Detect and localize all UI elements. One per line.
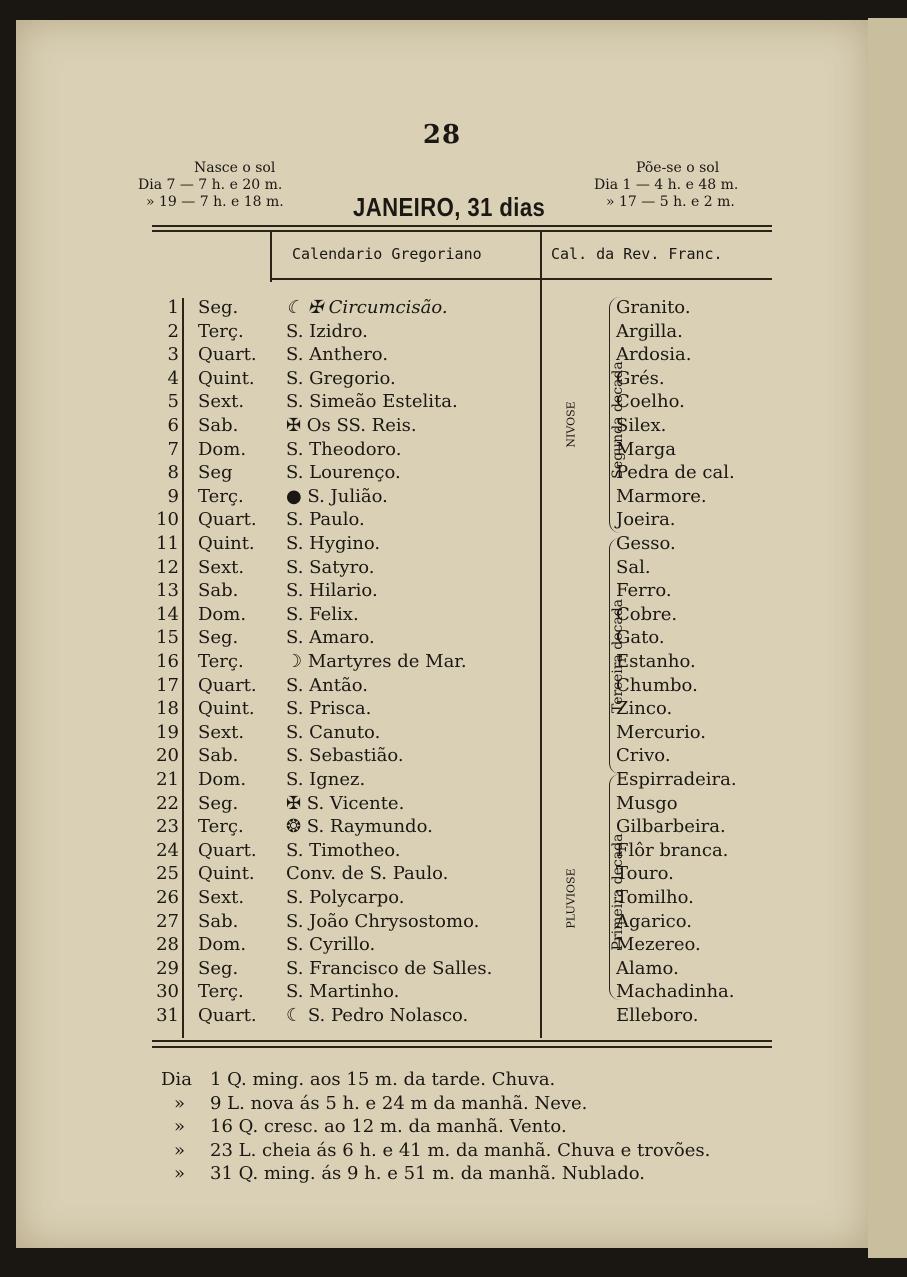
weekday: Seg. [198,627,239,649]
saint-name: S. Hilario. [286,580,378,602]
revolutionary-name: Elleboro. [616,1005,699,1026]
revolutionary-name: Mercurio. [616,721,706,743]
weekday: Sext. [198,556,245,578]
revolutionary-name: Marga [616,438,677,460]
revolutionary-name: Ferro. [616,580,672,602]
phase-text: 16 Q. cresc. ao 12 m. da manhã. Vento. [210,1116,567,1137]
weekday: Dom. [198,769,247,790]
weekday: Quint. [198,367,255,389]
saint-name: S. Martinho. [286,981,400,1003]
decade-label-primeira: Primeira decada [610,833,626,951]
day-number: 3 [167,344,179,366]
saint-name: S. Ignez. [286,769,366,790]
saint-name: S. João Chrysostomo. [286,910,480,932]
day-divider [182,298,184,1038]
top-rule [152,225,772,227]
sunset-line-1: Dia 1 — 4 h. e 48 m. [594,177,739,193]
day-number: 26 [156,887,179,908]
decade-label-terceira: Terceira decada [610,598,626,714]
sunrise-heading: Nasce o sol [194,160,276,176]
day-number: 22 [156,792,179,814]
weekday: Quint. [198,533,255,554]
revolutionary-name: Gato. [616,627,665,649]
day-number: 20 [156,745,179,767]
month-label-pluviose: PLUVIOSE [564,868,578,929]
weekday: Dom. [198,438,247,460]
saint-name: S. Gregorio. [286,367,396,389]
bottom-rule [152,1040,772,1042]
saint-name: S. Paulo. [286,509,365,531]
brace-primeira [609,774,620,1000]
sunset-line-2: » 17 — 5 h. e 2 m. [606,194,735,210]
saint-name: S. Polycarpo. [286,887,405,908]
weekday: Seg [198,462,233,484]
revolutionary-name: Alamo. [616,957,679,979]
header-gregorian: Calendario Gregoriano [292,245,482,263]
revolutionary-name: Silex. [616,415,667,436]
day-number: 28 [156,934,179,956]
weekday: Dom. [198,934,247,956]
day-number: 25 [156,863,179,885]
weekday: Quart. [198,674,257,696]
day-number: 5 [167,391,179,413]
day-number: 29 [156,957,179,979]
day-number: 9 [167,485,179,507]
phase-text: 23 L. cheia ás 6 h. e 41 m. da manhã. Chuva e trovões. [210,1139,711,1161]
saint-name: S. Felix. [286,603,359,625]
saint-name: ✠ Os SS. Reis. [286,415,417,436]
weekday: Quart. [198,509,257,531]
phase-lead: » [174,1139,186,1161]
revolutionary-name: Cobre. [616,603,678,625]
saint-name: S. Prisca. [286,698,372,720]
weekday: Quart. [198,839,257,861]
revolutionary-name: Agarico. [616,910,692,932]
weekday: Terç. [198,651,244,672]
weekday: Sab. [198,415,239,436]
saint-name: ☾ S. Pedro Nolasco. [286,1005,469,1026]
header-rule-right [540,278,772,280]
top-rule-2 [152,230,772,232]
saint-name: ☾ ✠ Circumcisão. [286,297,448,318]
weekday: Sext. [198,721,245,743]
day-number: 21 [156,769,179,790]
adjacent-page-edge [868,18,907,1258]
revolutionary-name: Chumbo. [616,674,698,696]
day-number: 17 [156,674,179,696]
header-rule-left [270,278,540,280]
day-number: 2 [167,320,179,342]
weekday: Seg. [198,792,239,814]
phase-text: 1 Q. ming. aos 15 m. da tarde. Chuva. [210,1069,556,1090]
saint-name: S. Antão. [286,674,368,696]
brace-segunda [609,297,620,533]
saint-name: ✠ S. Vicente. [286,792,405,814]
revolutionary-name: Crivo. [616,745,671,767]
saint-name: S. Izidro. [286,320,368,342]
phase-lead: Dia [161,1069,192,1090]
revolutionary-name: Grés. [616,367,665,389]
revolutionary-name: Gesso. [616,533,676,554]
revolutionary-name: Gilbarbeira. [616,816,726,838]
revolutionary-name: Estanho. [616,651,696,672]
weekday: Terç. [198,816,244,838]
revolutionary-name: Musgo [616,792,678,814]
weekday: Sab. [198,745,239,767]
revolutionary-name: Flôr branca. [616,839,729,861]
sunset-heading: Põe-se o sol [636,160,720,176]
saint-name: Conv. de S. Paulo. [286,863,449,885]
weekday: Seg. [198,297,239,318]
day-number: 4 [167,367,179,389]
month-label-nivose: NIVOSE [564,401,578,448]
phase-text: 31 Q. ming. ás 9 h. e 51 m. da manhã. Nublado. [210,1163,645,1184]
saint-name: S. Simeão Estelita. [286,391,458,413]
day-number: 23 [156,816,179,838]
header-revolutionary: Cal. da Rev. Franc. [551,245,723,263]
saint-name: S. Canuto. [286,721,381,743]
revolutionary-name: Espirradeira. [616,769,737,790]
saint-name: S. Anthero. [286,344,389,366]
weekday: Quint. [198,698,255,720]
day-number: 14 [156,603,179,625]
revolutionary-name: Ardosia. [616,344,692,366]
month-title: JANEIRO, 31 dias [353,192,546,222]
phase-lead: » [174,1092,186,1114]
phase-lead: » [174,1163,186,1184]
saint-name: S. Cyrillo. [286,934,376,956]
sunrise-line-2: » 19 — 7 h. e 18 m. [146,194,284,210]
weekday: Terç. [198,981,244,1003]
revolutionary-name: Machadinha. [616,981,735,1003]
day-number: 31 [156,1005,179,1026]
saint-name: S. Francisco de Salles. [286,957,493,979]
day-number: 13 [156,580,179,602]
weekday: Terç. [198,485,244,507]
phase-text: 9 L. nova ás 5 h. e 24 m da manhã. Neve. [210,1092,588,1114]
saint-name: ● S. Julião. [286,485,388,507]
page-number: 28 [422,120,462,150]
weekday: Sab. [198,910,239,932]
saint-name: S. Sebastião. [286,745,404,767]
revolutionary-name: Mezereo. [616,934,701,956]
weekday: Seg. [198,957,239,979]
saint-name: S. Amaro. [286,627,375,649]
almanac-page [16,20,868,1248]
phase-lead: » [174,1116,186,1137]
day-number: 1 [167,297,179,318]
saint-name: S. Lourenço. [286,462,401,484]
revolutionary-name: Coelho. [616,391,685,413]
day-number: 30 [156,981,179,1003]
day-number: 12 [156,556,179,578]
saint-name: ❂ S. Raymundo. [286,816,433,838]
weekday: Quint. [198,863,255,885]
day-number: 7 [167,438,179,460]
weekday: Terç. [198,320,244,342]
weekday: Quart. [198,344,257,366]
day-number: 16 [156,651,179,672]
saint-name: S. Theodoro. [286,438,402,460]
brace-terceira [609,538,620,774]
column-divider [540,232,542,1038]
day-number: 24 [156,839,179,861]
day-number: 27 [156,910,179,932]
revolutionary-name: Granito. [616,297,691,318]
revolutionary-name: Sal. [616,556,651,578]
day-number: 15 [156,627,179,649]
revolutionary-name: Argilla. [616,320,683,342]
revolutionary-name: Pedra de cal. [616,462,735,484]
saint-name: S. Satyro. [286,556,375,578]
day-number: 11 [156,533,179,554]
day-number: 19 [156,721,179,743]
day-number: 8 [167,462,179,484]
day-number: 18 [156,698,179,720]
bottom-rule-2 [152,1046,772,1048]
weekday: Sext. [198,887,245,908]
revolutionary-name: Tomilho. [616,887,694,908]
revolutionary-name: Joeira. [616,509,676,531]
decade-label-segunda: Segunda decada [610,361,626,479]
revolutionary-name: Zinco. [616,698,673,720]
sunrise-line-1: Dia 7 — 7 h. e 20 m. [138,177,283,193]
day-number: 6 [167,415,179,436]
day-number: 10 [156,509,179,531]
saint-name: S. Hygino. [286,533,381,554]
revolutionary-name: Touro. [616,863,674,885]
saint-name: S. Timotheo. [286,839,401,861]
weekday: Sext. [198,391,245,413]
weekday: Dom. [198,603,247,625]
weekday: Quart. [198,1005,257,1026]
weekday: Sab. [198,580,239,602]
header-divider-1 [270,232,272,282]
revolutionary-name: Marmore. [616,485,707,507]
saint-name: ☽ Martyres de Mar. [286,651,467,672]
